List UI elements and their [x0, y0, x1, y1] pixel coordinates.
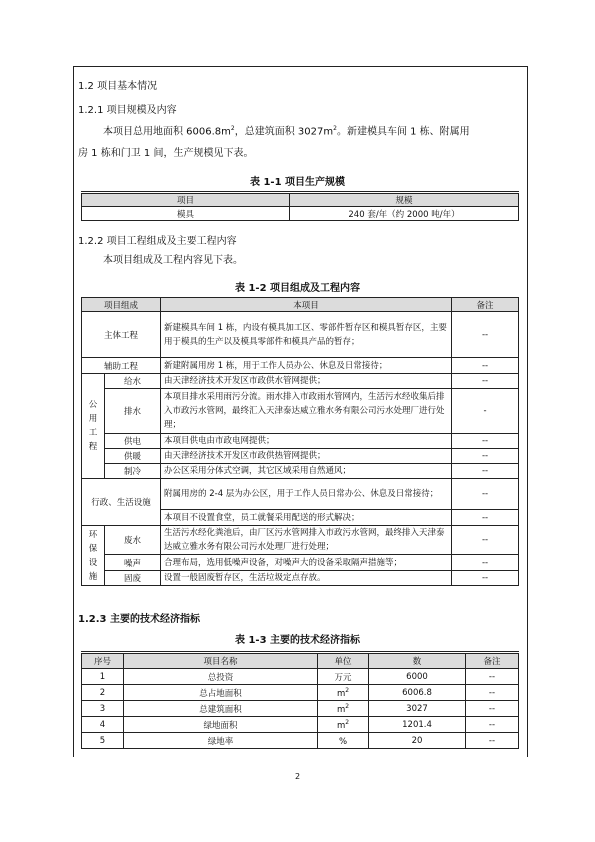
table-row — [82, 701, 519, 717]
row-unit: $m^2$ — [318, 685, 369, 701]
table3-header: 单位 — [318, 653, 369, 669]
main-works-label: 主体工程 — [82, 312, 161, 358]
public-content: 由天津经济技术开发区市政供热管网提供； — [161, 449, 452, 464]
public-note: -- — [452, 449, 519, 464]
section-heading-1-2: 1.2 项目基本情况 — [78, 81, 158, 92]
row-number: 1 — [82, 669, 124, 685]
row-unit: 万元 — [318, 669, 369, 685]
row-number: 2 — [82, 685, 124, 701]
row-value: 1201.4 — [369, 717, 466, 733]
tech-economic-table — [81, 651, 519, 749]
table-row — [82, 733, 519, 749]
public-sub-label: 供暖 — [105, 449, 161, 464]
row-unit: $m^2$ — [318, 701, 369, 717]
table2-header: 项目组成 — [82, 298, 161, 312]
main-works-content: 新建模具车间 1 栋，内设有模具加工区、零部件暂存区和模具暂存区，主要用于模具的生产以及模具零部件和模具产品的暂存； — [161, 312, 452, 358]
table3-header: 备注 — [466, 653, 519, 669]
env-note: -- — [452, 571, 519, 586]
public-note: -- — [452, 464, 519, 479]
env-content: 合理布局，选用低噪声设备，对噪声大的设备采取隔声措施等； — [161, 555, 452, 571]
paragraph-scale-line2: 房 1 栋和门卫 1 间，生产规模见下表。 — [78, 148, 254, 159]
table3-caption: 表 1-3 主要的技术经济指标 — [234, 635, 361, 646]
row-number: 4 — [82, 717, 124, 733]
project-components-table — [81, 297, 519, 586]
section-heading-1-2-1: 1.2.1 项目规模及内容 — [78, 105, 177, 116]
table-row — [82, 717, 519, 733]
env-sub-label: 废水 — [105, 526, 161, 555]
main-works-note: -- — [452, 312, 519, 358]
public-sub-label: 供电 — [105, 434, 161, 449]
paragraph-components: 本项目组成及工程内容见下表。 — [103, 255, 243, 266]
row-name: 总占地面积 — [124, 685, 318, 701]
admin-content: 附属用房的 2-4 层为办公区，用于工作人员日常办公、休息及日常接待； — [161, 479, 452, 510]
row-unit: $m^2$ — [318, 717, 369, 733]
aux-works-content: 新建附属用房 1 栋，用于工作人员办公、休息及日常接待； — [161, 358, 452, 374]
env-sub-label: 噪声 — [105, 555, 161, 571]
table1-caption: 表 1-1 项目生产规模 — [249, 177, 346, 188]
env-sub-label: 固废 — [105, 571, 161, 586]
public-sub-label: 排水 — [105, 389, 161, 434]
row-number: 5 — [82, 733, 124, 749]
public-sub-label: 制冷 — [105, 464, 161, 479]
public-sub-label: 给水 — [105, 374, 161, 389]
row-value: 3027 — [369, 701, 466, 717]
row-note: -- — [466, 733, 519, 749]
public-note: -- — [452, 374, 519, 389]
public-content: 由天津经济技术开发区市政供水管网提供； — [161, 374, 452, 389]
env-facilities-group-label: 环 保 设 施 — [82, 526, 105, 586]
table2-header: 备注 — [452, 298, 519, 312]
paragraph-scale-line1: 本项目总用地面积 $6006.8m^2$，总建筑面积 $3027m^2$。新建模具车间 1 栋、附属用 — [103, 125, 470, 138]
table2-caption: 表 1-2 项目组成及工程内容 — [234, 283, 361, 294]
table3-header: 序号 — [82, 653, 124, 669]
row-name: 绿地率 — [124, 733, 318, 749]
public-note: - — [452, 389, 519, 434]
admin-note: -- — [452, 479, 519, 510]
row-name: 绿地面积 — [124, 717, 318, 733]
public-content: 本项目供电由市政电网提供； — [161, 434, 452, 449]
production-scale-table — [81, 191, 519, 221]
table1-cell: 模具 — [82, 207, 290, 221]
aux-works-label: 辅助工程 — [82, 358, 161, 374]
env-content: 设置一般固废暂存区，生活垃圾定点存放。 — [161, 571, 452, 586]
row-note: -- — [466, 701, 519, 717]
table-row — [82, 669, 519, 685]
table1-header: 规模 — [290, 193, 519, 207]
admin-content: 本项目不设置食堂，员工就餐采用配送的形式解决； — [161, 510, 452, 526]
table3-header: 项目名称 — [124, 653, 318, 669]
table1-cell: 240 套/年（约 2000 吨/年） — [290, 207, 519, 221]
section-heading-1-2-2: 1.2.2 项目工程组成及主要工程内容 — [78, 236, 237, 247]
table3-header: 数 — [369, 653, 466, 669]
row-value: 6006.8 — [369, 685, 466, 701]
row-name: 总投资 — [124, 669, 318, 685]
row-name: 总建筑面积 — [124, 701, 318, 717]
env-content: 生活污水经化粪池后，由厂区污水管网排入市政污水管网，最终排入天津泰达威立雅水务有限公司污水处理厂进行处理； — [161, 526, 452, 555]
row-note: -- — [466, 669, 519, 685]
row-unit: % — [318, 733, 369, 749]
env-note: -- — [452, 555, 519, 571]
admin-note: -- — [452, 510, 519, 526]
table-row — [82, 685, 519, 701]
row-number: 3 — [82, 701, 124, 717]
row-note: -- — [466, 717, 519, 733]
row-value: 6000 — [369, 669, 466, 685]
table1-header: 项目 — [82, 193, 290, 207]
public-content: 办公区采用分体式空调，其它区域采用自然通风； — [161, 464, 452, 479]
row-value: 20 — [369, 733, 466, 749]
table2-header: 本项目 — [161, 298, 452, 312]
public-works-group-label: 公 用 工 程 — [82, 374, 105, 479]
admin-facilities-label: 行政、生活设施 — [82, 479, 161, 526]
env-note: -- — [452, 526, 519, 555]
public-content: 本项目排水采用雨污分流。雨水排入市政雨水管网内，生活污水经收集后排入市政污水管网，最终汇入天津泰达威立雅水务有限公司污水处理厂进行处理； — [161, 389, 452, 434]
row-note: -- — [466, 685, 519, 701]
aux-works-note: -- — [452, 358, 519, 374]
page-number: 2 — [294, 772, 301, 781]
public-note: -- — [452, 434, 519, 449]
section-heading-1-2-3: 1.2.3 主要的技术经济指标 — [78, 614, 200, 625]
